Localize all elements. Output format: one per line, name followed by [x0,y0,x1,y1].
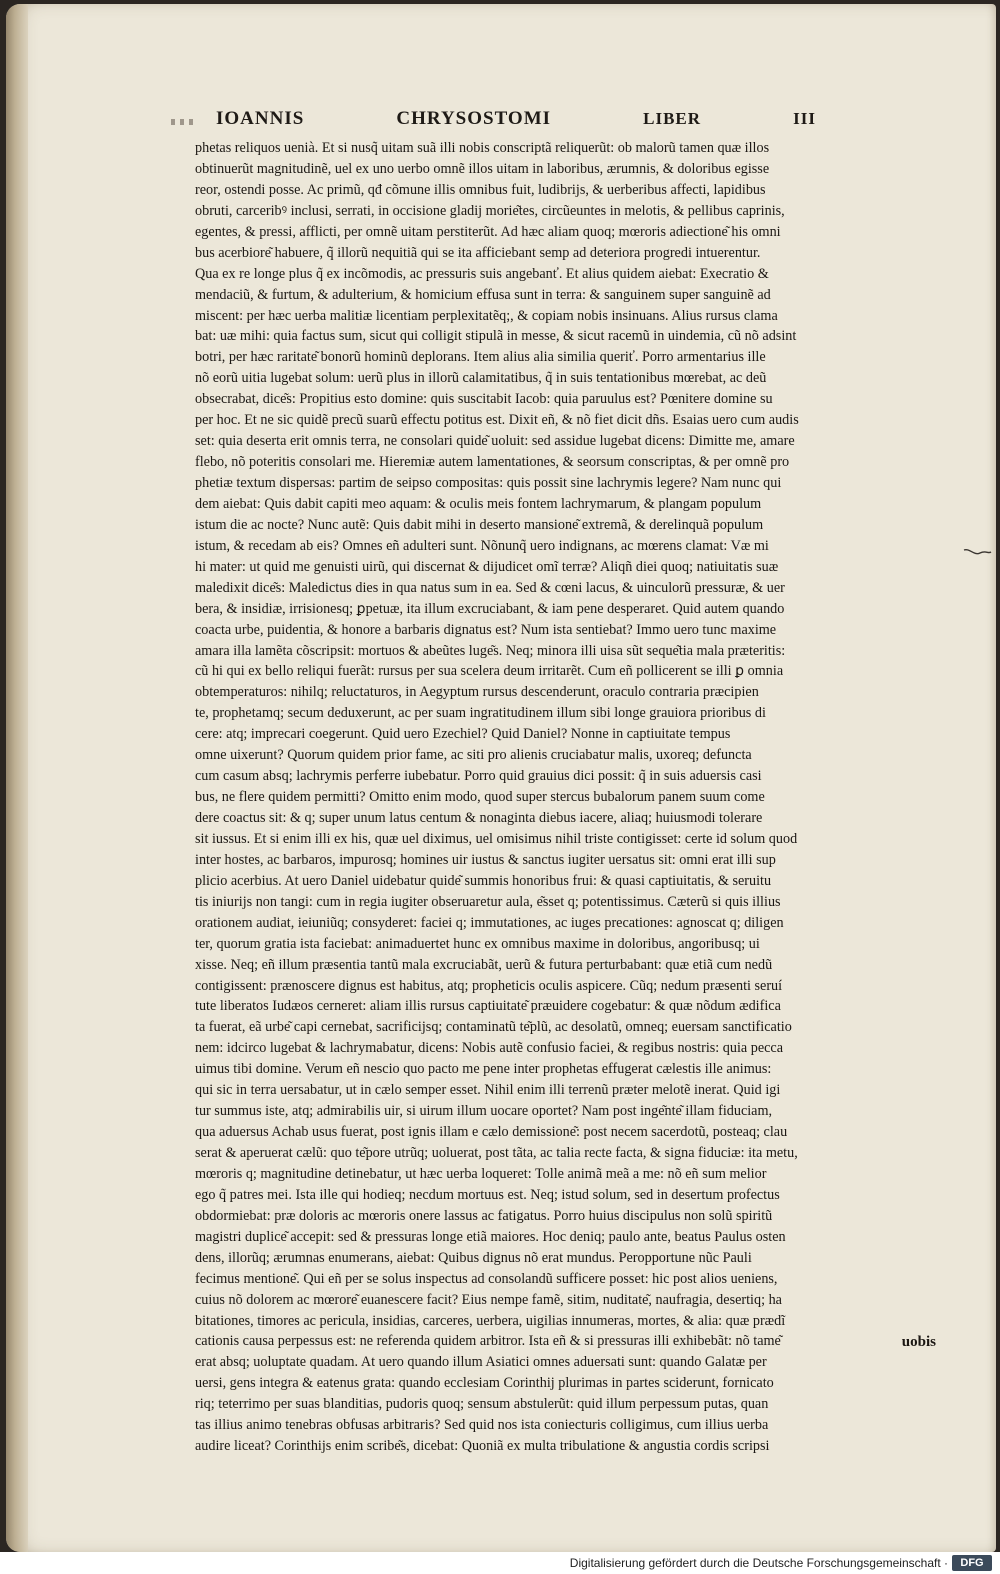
book-page [6,4,996,1552]
text-line: obsecrabat, dice͂s: Propitius esto domine: quis suscitabit Iacob: quia paruulus est? Pœnitere domine su [195,391,773,408]
text-line: audire liceat? Corinthijs enim scribe͂s, dicebat: Quoniã ex multa tribulatione & angustia cordis scripsi [195,1438,770,1455]
text-line: sit iussus. Et si enim illi ex his, quæ uel diximus, uel omisimus nihil triste contigisset: certe id solum quod [195,830,798,847]
text-line: bera, & insidiæ, irrisionesq; ꝑpetuæ, ita illum excruciabant, & iam pene desperaret. Quid autem quando [195,600,785,617]
pencil-mark-icon [962,544,992,560]
text-line: cere: atq; imprecari coegerunt. Quid uero Ezechiel? Quid Daniel? Nonne in captiuitate tempus [195,726,731,743]
text-line: obdormiebat: præ doloris ac mœroris onere lassus ac fatigatus. Porro huius discipulus non solũ spiritũ [195,1207,773,1224]
text-line: uersi, gens integra & eatenus grata: quando ecclesiam Corinthij plurimas in partes sciderunt, fornicato [195,1375,774,1392]
text-line: istum die ac nocte? Nunc autẽ: Quis dabit mihi in deserto mansione͂ extremã, & derelinquã populum [195,516,764,533]
header-book-number: III [793,109,816,128]
header-book: LIBER [643,109,702,128]
text-line: egentes, & pressi, afflicti, per omnẽ uitam perstiterũt. Ad hæc aliam quoq; mœroris adiectione͂ his omni [195,223,781,240]
text-line: xisse. Neq; eñ illum præsentia tantũ mala excruciabãt, uerũ & futura perturbabant: quæ etiã cum nedũ [195,956,773,973]
text-line: serat & aperuerat cælũ: quo te͂pore utrũq; uoluerat, post tãta, ac talia recte facta, & signa fiduciæ: ita metu, [195,1145,798,1161]
text-line: mendaciũ, & furtum, & adulterium, & homicium effusa sunt in terra: & sanguinem super sanguinẽ ad [195,286,771,303]
text-line: obtinuerũt magnitudinẽ, uel ex uno uerbo omnẽ illos uitam in laboribus, ærumnis, & doloribus egisse [195,160,770,177]
text-line: hi mater: ut quid me genuisti uirũ, qui discernat & dijudicet omĩ terræ? Aliqñ diei quoq; natiuitatis suæ [195,558,779,575]
text-line: tas illius animo tenebras obfusas arbitraris? Sed quid nos ista coniecturis colligimus, cum illius uerba [195,1417,769,1434]
catchword: uobis [901,1334,936,1350]
text-line: istum, & recedam ab eis? Omnes eñ adulteri sunt. Nõnunq̃ uero indignans, ac mœrens clamat: Væ mi [195,537,769,554]
text-line: contigissent: prænoscere dignus est habitus, atq; propheticis oculis aspicere. Cũq; nedum præsenti seruí [195,977,783,994]
text-line: botri, per hæc raritate͂ bonorũ hominũ deplorans. Item alius alia similia queriť. Porro armentarius ille [195,349,766,366]
text-line: fecimus mentione͂. Qui eñ per se solus inspectus ad consolandũ sufficere posset: hic post alios ueniens, [195,1270,778,1287]
text-line: cũ hi qui ex bello reliqui fuerãt: rursus per sua scelera deum irritarẽt. Cum eñ pollicerent se illi ꝑ omnia [195,663,784,680]
text-line: bitationes, timores ac pericula, insidias, carceres, uerbera, uigilias innumeras, mortes, & alia: quæ prædĩ [195,1312,786,1329]
text-line: cum casum absq; lachrymis perferre iubebatur. Porro quid grauius dici possit: q̃ in suis aduersis casi [195,768,762,785]
text-line: reor, ostendi posse. Ac primũ, qđ cõmune illis omnibus fuit, ludibrijs, & uerberibus affecti, lapidibus [195,181,766,198]
body-text [195,138,943,1457]
text-line: ta fuerat, eã urbe͂ capi cernebat, sacrificijsq; contaminatũ te͂plũ, ac desolatũ, omneq; euersam sanctificatio [195,1019,792,1036]
text-line: dens, illorũq; ærumnas enumerans, aiebat: Quibus dignus nõ erat mundus. Peropportune nũc Pauli [195,1249,752,1266]
page-spine-shadow [6,4,28,1552]
text-line: nem: idcirco lugebat & lachrymabatur, dicens: Nobis autẽ confusio faciei, & regibus nostris: quia pecca [195,1040,784,1057]
text-line: bus, ne flere quidem permitti? Omitto enim modo, quod super stercus bubalorum panem suum come [195,789,765,806]
text-line: plicio acerbius. At uero Daniel uidebatur quide͂ summis honoribus frui: & quasi captiuitatis, & seruitu [195,872,772,889]
text-line: obruti, carceribꝰ inclusi, serrati, in occisione gladij morie͂tes, circũeuntes in melotis, & pellibus caprinis, [195,202,785,219]
header-author: IOANNIS [216,108,305,129]
text-line: omne uixerunt? Quorum quidem prior fame, ac siti pro alienis cruciabatur malis, uxoreq; defuncta [195,747,752,764]
text-line: flebo, nõ poteritis consolari me. Hieremiæ autem lamentationes, & seorsum conscriptas, & per omnẽ pro [195,454,790,471]
text-line: qua aduersus Achab usus fuerat, post ignis illam e cælo demissione͂: post necem sacerdotũ, posteaq; clau [195,1124,788,1141]
text-line: riq; teterrimo per suas blanditias, pudoris quoq; sensum abstulerũt: quid illum perpessum putas, quan [195,1396,769,1413]
text-line: tur summus iste, atq; admirabilis uir, si uirum illum uocare oportet? Nam post inge͂nte͂ illam fiduciam, [195,1103,773,1120]
header-name: CHRYSOSTOMI [396,108,552,129]
text-line: cationis causa perpessus est: ne referenda quidem arbitror. Ista eñ & si pressuras illi exhibebãt: nõ tame͂ [195,1333,781,1350]
text-line: ego q̃ patres mei. Ista ille qui hodieq; necdum mortuus est. Neq; istud solum, sed in desertum profectus [195,1186,780,1203]
text-line: erat absq; uoluptate quadam. At uero quando illum Asiatici omnes aduersati sunt: quando Galatæ per [195,1354,767,1371]
text-line: bat: uæ mihi: quia factus sum, sicut qui colligit stipulã in messe, & sicut racemũ in uindemia, cũ nõ adsint [195,328,797,345]
text-line: qui sic in terra uersabatur, ut in cælo semper esset. Nihil enim illi terrenũ præter melotẽ inerat. Quid igi [195,1082,781,1099]
text-line: maledixit dice͂s: Maledictus dies in qua natus sum in ea. Sed & cœni lacus, & uinculorũ pressuræ, & uer [195,579,785,596]
text-line: bus acerbiore͂ habuere, q̃ illorũ nequitiã qui se ita afficiebant semp ad deteriora progredi intuerentur. [195,244,761,261]
text-line: phetiæ textum dispersas: partim de seipso compositas: quis possit sine lachrymis legere? Nam nunc qui [195,475,782,491]
text-line: Qua ex re longe plus q̃ ex incõmodis, ac pressuris suis angebanť. Et alius quidem aiebat: Execratio & [195,265,769,282]
text-line: nõ eorũ uitia lugebat solum: uerũ plus in illorũ calamitatibus, q̃ in suis tentationibus mœrebat, ac deũ [195,370,767,387]
text-line: tis iniurijs non tangi: cum in regia iugiter obseruaretur aula, e͂sset q; potentissimus. Cæterũ si quis illius [195,893,781,910]
text-line: set: quia deserta erit omnis terra, ne consolari quide͂ uoluit: sed assidue lugebat dicens: Dimitte me, amare [195,433,795,450]
text-line: per hoc. Et ne sic quidẽ precũ suarũ effectu potitus est. Dixit eñ, & nõ fiet dicit dñs. Esaias uero cum audis [195,412,799,429]
text-line: phetas reliquos uenià. Et si nusq̃ uitam suã illi nobis conscriptã reliquerũt: ob malorũ tamen quæ illos [195,140,770,156]
digitization-footer [0,1552,1000,1574]
funding-credit: Digitalisierung gefördert durch die Deutsche Forschungsgemeinschaft · [569,1556,948,1570]
text-line: dere coactus sit: & q; super unum latus centum & nonaginta diebus iacere, aliaq; huiusmodi tolerare [195,810,763,826]
text-line: miscent: per hæc uerba malitiæ licentiam perplexitatẽq;, & copiam nobis insinuans. Alius rursus clama [195,307,778,324]
text-line: dem aiebat: Quis dabit capiti meo aquam: & oculis meis fontem lachrymarum, & plangam populum [195,495,762,512]
text-line: inter hostes, ac barbaros, impurosq; homines uir iustus & sanctus iugiter uersatus sit: omni erat illi sup [195,851,776,868]
text-line: obtemperaturos: nihilq; reluctaturos, in Aegyptum rursus descenderunt, oraculo contraria præcipien [195,684,759,701]
text-line: magistri duplice͂ accepit: sed & pressuras longe etiã maiores. Hoc deniq; paulo ante, beatus Paulus osten [195,1228,786,1245]
text-line: te, prophetamq; secum deduxerunt, ac per suam ingratitudinem illum sibi longe grauiora prioribus di [195,705,766,722]
text-line: amara illa lamẽta cõscripsit: mortuos & abeũtes luge͂s. Neq; minora illi uisa sũt seque͂tia mala præteritis: [195,642,786,659]
dfg-logo: DFG [952,1555,992,1571]
text-line: tute liberatos Iudæos cerneret: aliam illis rursus captiuitate͂ præuidere cogebatur: & quæ nõdum ædifica [195,998,781,1015]
text-line: orationem audiat, ieiuniũq; consyderet: faciei q; immutationes, ac iuges precationes: agnoscat q; diligen [195,914,784,931]
text-line: ter, quorum gratia ista faciebat: animaduertet hunc ex omnibus maxime in doloribus, angoribusq; ui [195,935,760,952]
text-line: mœroris q; magnitudine detinebatur, ut hæc uerba loqueret: Tolle animã meã a me: nõ eñ sum melior [195,1165,767,1182]
text-line: uimus tibi domine. Verum eñ nescio quo pacto me pene inter prophetas effugerat cælestis ille animus: [195,1061,772,1078]
text-line: coacta urbe, puidentia, & honore a barbaris dignatus est? Num ista sentiebat? Immo uero tunc maxime [195,621,777,638]
header-ornament [171,112,211,124]
text-line: cuius nõ dolorem ac mœrore͂ euanescere facit? Eius nempe famẽ, sitim, nuditate͂, naufragia, desertiq; ha [195,1291,782,1308]
running-header [216,108,816,136]
